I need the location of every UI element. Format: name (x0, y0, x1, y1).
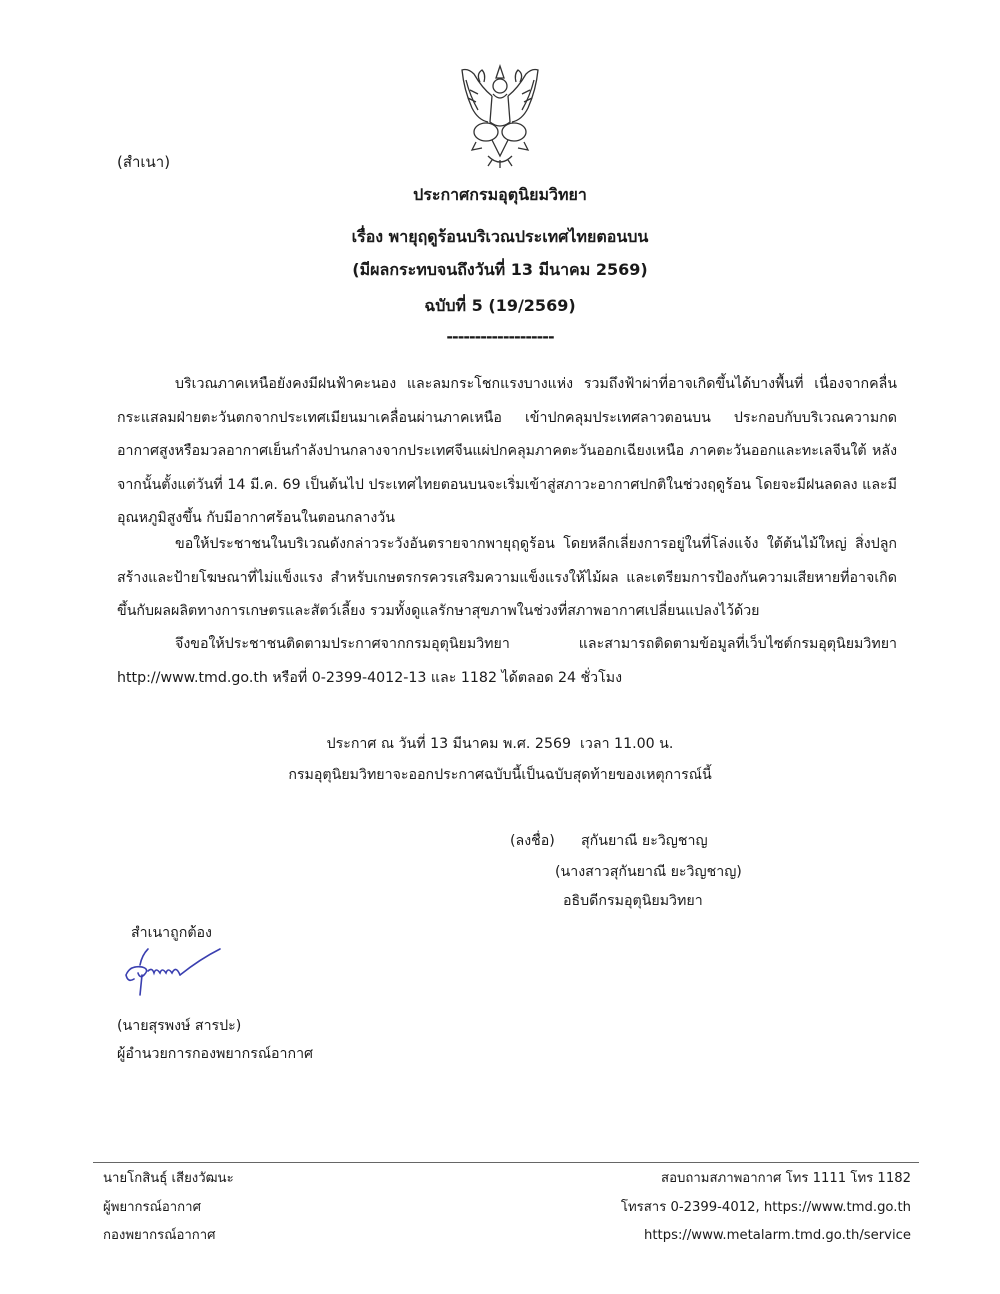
handwritten-signature-icon (120, 945, 230, 1000)
footer-divider (93, 1162, 919, 1163)
copy-label: (สำเนา) (117, 153, 171, 171)
announcement-title: ประกาศกรมอุตุนิยมวิทยา (413, 185, 587, 204)
paragraph-weather-situation (117, 368, 897, 536)
signatory-position: อธิบดีกรมอุตุนิยมวิทยา (563, 893, 703, 909)
footer-forecaster (103, 1165, 234, 1251)
issue-number: ฉบับที่ 5 (19/2569) (424, 296, 576, 315)
announced-datetime: ประกาศ ณ วันที่ 13 มีนาคม พ.ศ. 2569 เวลา 11.00 น. (326, 736, 674, 752)
forecaster-division: กองพยากรณ์อากาศ (103, 1228, 216, 1243)
contact-metalarm-link[interactable]: https://www.metalarm.tmd.go.th/service (644, 1228, 911, 1243)
certified-by-position: ผู้อำนวยการกองพยากรณ์อากาศ (117, 1046, 314, 1062)
certified-by-name: (นายสุรพงษ์ สารปะ) (117, 1018, 242, 1034)
contact-phone: สอบถามสภาพอากาศ โทร 1111 โทร 1182 (661, 1171, 911, 1186)
announcement-subject: เรื่อง พายุฤดูร้อนบริเวณประเทศไทยตอนบน (351, 227, 649, 246)
footer-contact (621, 1165, 911, 1251)
signatory-name: สุกันยาณี ยะวิญชาญ (581, 833, 708, 849)
garuda-emblem-icon (452, 60, 548, 172)
signature-label: (ลงชื่อ) (510, 833, 555, 849)
paragraph-follow-updates (117, 628, 897, 695)
forecaster-title: ผู้พยากรณ์อากาศ (103, 1199, 201, 1215)
paragraph-advisory (117, 528, 897, 629)
signatory-full-name: (นางสาวสุกันยาณี ยะวิญชาญ) (555, 864, 742, 880)
contact-fax-website[interactable]: โทรสาร 0-2399-4012, https://www.tmd.go.th (620, 1199, 911, 1215)
paragraph-text: ขอให้ประชาชนในบริเวณดังกล่าวระวังอันตรายจากพายุฤดูร้อน โดยหลีกเลี่ยงการอยู่ในที่โล่งแจ้ง ใต้ต้นไม้ใหญ่ สิ่งปลูกสร้างและป้ายโฆษณาที่ไม่แข็งแรง สำหรับเกษตรกรควรเสริมความแข็งแรงให้ไม้ผล และเตรียมการป้องกันความเสียหายที่อาจเกิดขึ้นกับผลผลิตทางการเกษตรและสัตว์เลี้ยง รวมทั้งดูแลรักษาสุขภาพในช่วงที่สภาพอากาศเปลี่ยนแปลงไว้ด้วย (117, 536, 897, 619)
paragraph-text: จึงขอให้ประชาชนติดตามประกาศจากกรมอุตุนิยมวิทยา และสามารถติดตามข้อมูลที่เว็บไซต์กรมอุตุนิยมวิทยา http://www.tmd.go.th หรือที่ 0-2399-4012-13 และ 1182 ได้ตลอด 24 ชั่วโมง (117, 636, 897, 686)
separator: ------------------- (446, 327, 554, 346)
forecaster-name: นายโกสินธุ์ เสียงวัฒนะ (103, 1171, 234, 1186)
effective-date: (มีผลกระทบจนถึงวันที่ 13 มีนาคม 2569) (352, 260, 648, 279)
paragraph-text: บริเวณภาคเหนือยังคงมีฝนฟ้าคะนอง และลมกระโชกแรงบางแห่ง รวมถึงฟ้าผ่าที่อาจเกิดขึ้นได้บางพื้นที่ เนื่องจากคลื่นกระแสลมฝ่ายตะวันตกจากประเทศเมียนมาเคลื่อนผ่านภาคเหนือ เข้าปกคลุมประเทศลาวตอนบน ประกอบกับบริเวณความกดอากาศสูงหรือมวลอากาศเย็นกำลังปานกลางจากประเทศจีนแผ่ปกคลุมภาคตะวันออกเฉียงเหนือ ภาคตะวันออกและทะเลจีนใต้ หลังจากนั้นตั้งแต่วันที่ 14 มี.ค. 69 เป็นต้นไป ประเทศไทยตอนบนจะเริ่มเข้าสู่สภาวะอากาศปกติในช่วงฤดูร้อน โดยจะมีฝนลดลง และมีอุณหภูมิสูงขึ้น กับมีอากาศร้อนในตอนกลางวัน (117, 376, 897, 526)
final-notice: กรมอุตุนิยมวิทยาจะออกประกาศฉบับนี้เป็นฉบับสุดท้ายของเหตุการณ์นี้ (288, 767, 712, 783)
certified-copy-label: สำเนาถูกต้อง (131, 925, 212, 941)
